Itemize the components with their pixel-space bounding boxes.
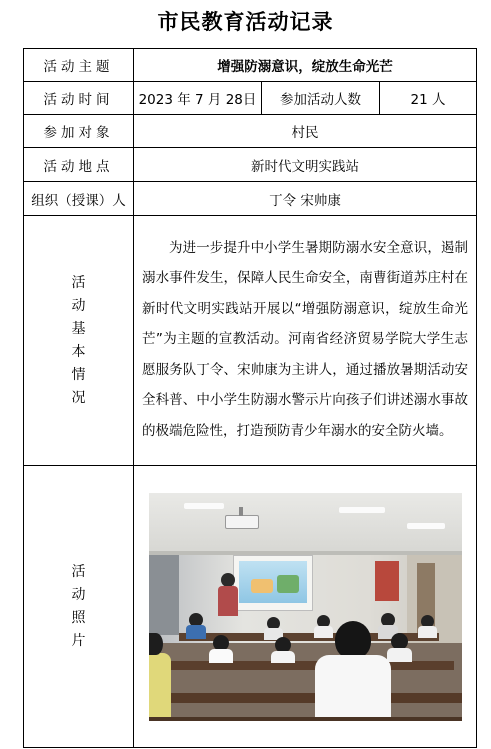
photo-cell [134, 466, 477, 748]
photo-label: 活 动 照 片 [71, 563, 86, 649]
record-table [23, 48, 477, 748]
organizer-row [24, 182, 477, 216]
teacher-figure [221, 573, 235, 587]
theme-row [24, 49, 477, 82]
time-row [24, 82, 477, 115]
location-value: 新时代文明实践站 [134, 148, 477, 182]
page-title: 市民教育活动记录 [157, 9, 334, 34]
organizer-label: 组织（授课）人 [24, 182, 134, 216]
audience-value: 村民 [134, 115, 477, 148]
basic-info-row [24, 216, 477, 466]
audience-label: 参加对象 [24, 115, 134, 148]
location-label: 活动地点 [24, 148, 134, 182]
theme-value: 增强防溺意识，绽放生命光芒 [134, 49, 477, 82]
basic-info-label: 活 动 基 本 情 况 [71, 274, 86, 406]
organizer-value: 丁令 宋帅康 [134, 182, 477, 216]
basic-info-text-cell [134, 216, 477, 466]
photo-label-cell [24, 466, 134, 748]
photo-row [24, 466, 477, 748]
time-label: 活动时间 [24, 82, 134, 115]
audience-row [24, 115, 477, 148]
participant-count-label: 参加活动人数 [262, 82, 380, 115]
foreground-student [335, 621, 371, 659]
location-row [24, 148, 477, 182]
basic-info-text: 为进一步提升中小学生暑期防溺水安全意识，遏制溺水事件发生，保障人民生命安全，南曹街道苏庄村在新时代文明实践站开展以“增强防溺意识，绽放生命光芒”为主题的宣教活动。河南省经济贸易学院大学生志愿服务队丁令、宋帅康为主讲人，通过播放暑期活动安全科普、中小学生防溺水警示片向孩子们讲述溺水事故的极端危险性，打造预防青少年溺水的安全防火墙。 [142, 239, 469, 439]
theme-label: 活动主题 [24, 49, 134, 82]
time-value: 2023 年 7 月 28日 [134, 82, 262, 115]
basic-info-label-cell [24, 216, 134, 466]
activity-photo [149, 493, 462, 721]
participant-count-value: 21 人 [380, 82, 477, 115]
projector-icon [225, 515, 259, 529]
